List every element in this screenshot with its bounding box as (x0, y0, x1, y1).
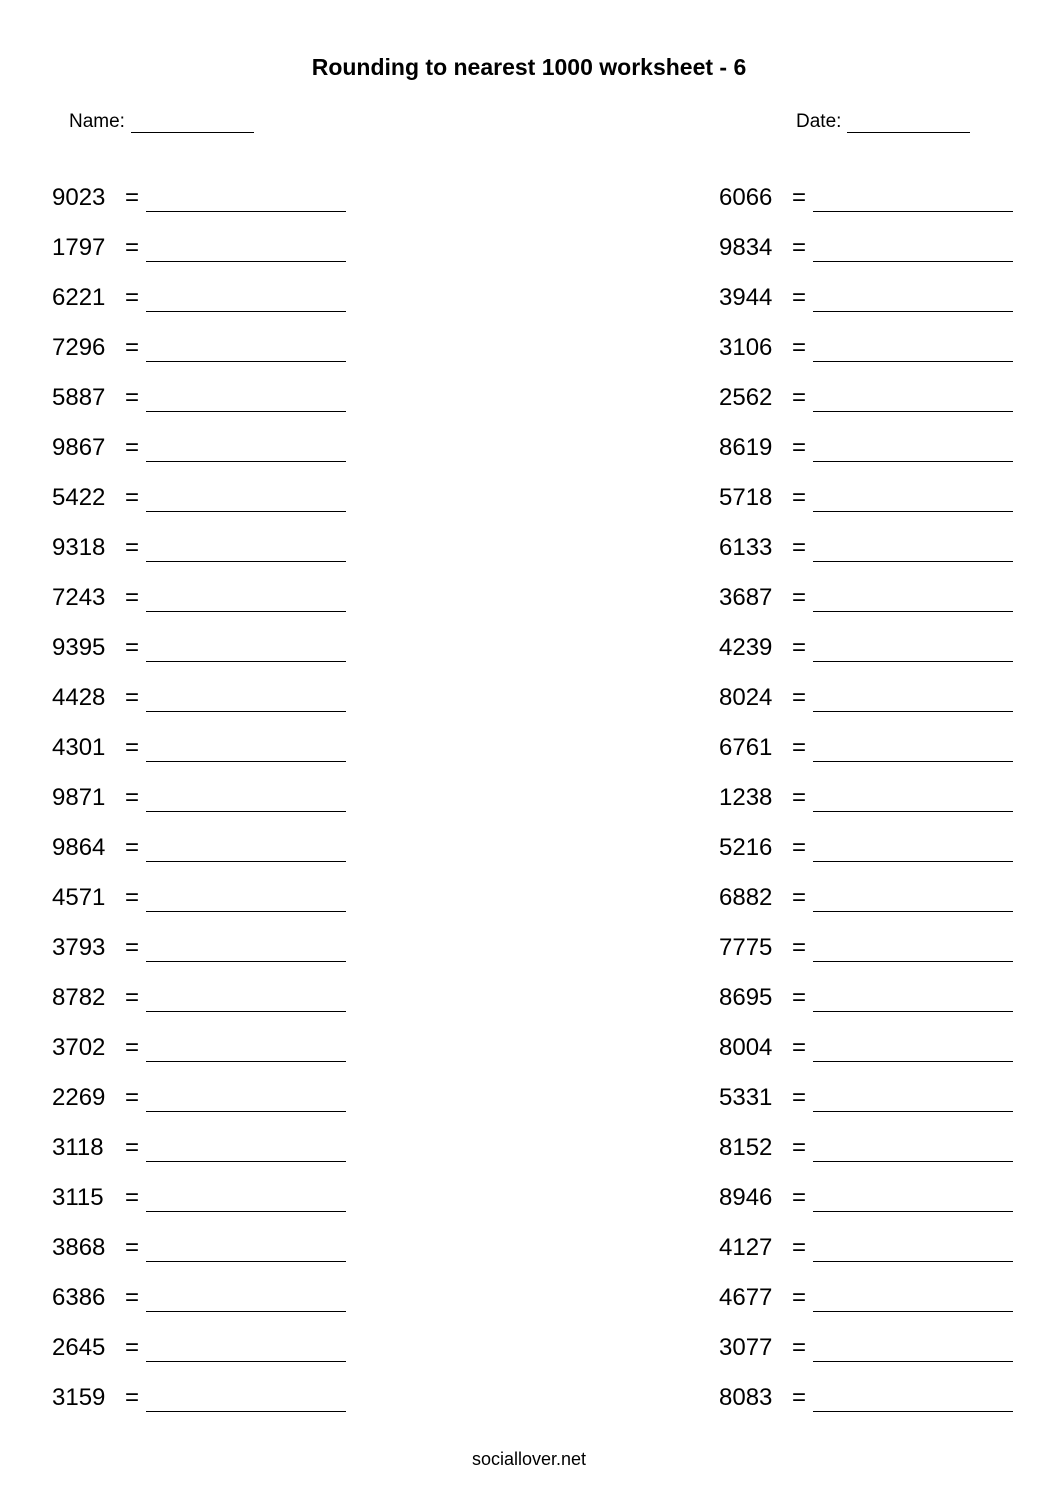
equals-sign: = (792, 784, 807, 811)
answer-blank[interactable] (813, 411, 1013, 412)
answer-blank[interactable] (146, 711, 346, 712)
problem-number: 6133 (719, 534, 773, 561)
equals-sign: = (125, 234, 140, 261)
problem-number: 4301 (52, 734, 106, 761)
date-label: Date: (796, 111, 842, 132)
answer-blank[interactable] (813, 211, 1013, 212)
answer-blank[interactable] (146, 1161, 346, 1162)
equals-sign: = (125, 584, 140, 611)
answer-blank[interactable] (146, 611, 346, 612)
answer-blank[interactable] (813, 961, 1013, 962)
answer-blank[interactable] (813, 611, 1013, 612)
problem-number: 9834 (719, 234, 773, 261)
equals-sign: = (125, 934, 140, 961)
problem-number: 8004 (719, 1034, 773, 1061)
answer-blank[interactable] (146, 1061, 346, 1062)
problem-number: 3118 (52, 1134, 104, 1161)
problem-number: 2269 (52, 1084, 106, 1111)
problem-number: 5422 (52, 484, 106, 511)
problem-number: 3115 (52, 1184, 104, 1211)
answer-blank[interactable] (146, 261, 346, 262)
problem-number: 6386 (52, 1284, 106, 1311)
answer-blank[interactable] (146, 961, 346, 962)
equals-sign: = (792, 684, 807, 711)
answer-blank[interactable] (146, 1411, 346, 1412)
answer-blank[interactable] (146, 461, 346, 462)
equals-sign: = (125, 384, 140, 411)
problem-number: 3868 (52, 1234, 106, 1261)
equals-sign: = (792, 384, 807, 411)
equals-sign: = (792, 1134, 807, 1161)
equals-sign: = (125, 184, 140, 211)
problem-number: 9867 (52, 434, 106, 461)
problem-number: 6761 (719, 734, 773, 761)
problem-number: 4239 (719, 634, 773, 661)
equals-sign: = (792, 1084, 807, 1111)
equals-sign: = (125, 484, 140, 511)
answer-blank[interactable] (146, 1261, 346, 1262)
answer-blank[interactable] (813, 361, 1013, 362)
answer-blank[interactable] (813, 1161, 1013, 1162)
answer-blank[interactable] (146, 1361, 346, 1362)
problem-number: 4571 (52, 884, 106, 911)
answer-blank[interactable] (146, 911, 346, 912)
equals-sign: = (792, 834, 807, 861)
answer-blank[interactable] (813, 511, 1013, 512)
problem-number: 8946 (719, 1184, 773, 1211)
answer-blank[interactable] (813, 1111, 1013, 1112)
problem-number: 3106 (719, 334, 773, 361)
equals-sign: = (125, 1284, 140, 1311)
problem-number: 7296 (52, 334, 106, 361)
equals-sign: = (125, 334, 140, 361)
equals-sign: = (792, 1384, 807, 1411)
equals-sign: = (125, 1184, 140, 1211)
answer-blank[interactable] (146, 1211, 346, 1212)
answer-blank[interactable] (813, 911, 1013, 912)
equals-sign: = (792, 1334, 807, 1361)
date-answer-line[interactable] (847, 112, 970, 133)
equals-sign: = (792, 934, 807, 961)
equals-sign: = (792, 584, 807, 611)
equals-sign: = (792, 184, 807, 211)
equals-sign: = (125, 734, 140, 761)
answer-blank[interactable] (146, 361, 346, 362)
equals-sign: = (792, 1234, 807, 1261)
problem-number: 8152 (719, 1134, 773, 1161)
answer-blank[interactable] (146, 561, 346, 562)
problem-number: 3702 (52, 1034, 106, 1061)
answer-blank[interactable] (146, 661, 346, 662)
name-field-block (69, 111, 254, 133)
answer-blank[interactable] (146, 811, 346, 812)
problem-number: 5331 (719, 1084, 773, 1111)
equals-sign: = (792, 484, 807, 511)
problem-number: 7243 (52, 584, 106, 611)
equals-sign: = (792, 734, 807, 761)
date-field-block (796, 111, 970, 133)
problem-number: 1797 (52, 234, 106, 261)
answer-blank[interactable] (146, 211, 346, 212)
answer-blank[interactable] (146, 311, 346, 312)
problem-number: 9871 (52, 784, 106, 811)
equals-sign: = (792, 1034, 807, 1061)
equals-sign: = (792, 284, 807, 311)
problem-number: 1238 (719, 784, 773, 811)
equals-sign: = (125, 834, 140, 861)
equals-sign: = (125, 284, 140, 311)
answer-blank[interactable] (146, 761, 346, 762)
equals-sign: = (125, 1234, 140, 1261)
equals-sign: = (792, 1284, 807, 1311)
problem-number: 8083 (719, 1384, 773, 1411)
equals-sign: = (792, 434, 807, 461)
problem-number: 7775 (719, 934, 773, 961)
problem-number: 6882 (719, 884, 773, 911)
problem-number: 6066 (719, 184, 773, 211)
answer-blank[interactable] (813, 1061, 1013, 1062)
answer-blank[interactable] (146, 411, 346, 412)
problem-number: 9318 (52, 534, 106, 561)
equals-sign: = (125, 1384, 140, 1411)
answer-blank[interactable] (813, 1311, 1013, 1312)
equals-sign: = (792, 634, 807, 661)
answer-blank[interactable] (813, 711, 1013, 712)
answer-blank[interactable] (146, 511, 346, 512)
problem-number: 5216 (719, 834, 773, 861)
problem-number: 2562 (719, 384, 773, 411)
answer-blank[interactable] (813, 561, 1013, 562)
equals-sign: = (125, 634, 140, 661)
equals-sign: = (792, 234, 807, 261)
equals-sign: = (792, 334, 807, 361)
problem-number: 6221 (52, 284, 106, 311)
answer-blank[interactable] (813, 261, 1013, 262)
answer-blank[interactable] (146, 1311, 346, 1312)
answer-blank[interactable] (813, 811, 1013, 812)
answer-blank[interactable] (146, 1111, 346, 1112)
equals-sign: = (125, 884, 140, 911)
answer-blank[interactable] (813, 861, 1013, 862)
footer-site: sociallover.net (471, 1449, 587, 1469)
name-label: Name: (69, 111, 125, 132)
equals-sign: = (792, 534, 807, 561)
equals-sign: = (125, 1084, 140, 1111)
worksheet-title: Rounding to nearest 1000 worksheet - 6 (311, 54, 747, 80)
equals-sign: = (125, 534, 140, 561)
problem-number: 2645 (52, 1334, 106, 1361)
problem-number: 3793 (52, 934, 106, 961)
answer-blank[interactable] (813, 661, 1013, 662)
answer-blank[interactable] (813, 1411, 1013, 1412)
problem-number: 4127 (719, 1234, 773, 1261)
equals-sign: = (125, 1334, 140, 1361)
problem-number: 4428 (52, 684, 106, 711)
equals-sign: = (125, 1034, 140, 1061)
problem-number: 8024 (719, 684, 773, 711)
problem-number: 5887 (52, 384, 106, 411)
answer-blank[interactable] (813, 761, 1013, 762)
problem-number: 8619 (719, 434, 773, 461)
answer-blank[interactable] (146, 1011, 346, 1012)
name-answer-line[interactable] (131, 112, 254, 133)
problem-number: 9395 (52, 634, 106, 661)
problem-number: 9864 (52, 834, 106, 861)
problem-number: 3944 (719, 284, 773, 311)
equals-sign: = (792, 1184, 807, 1211)
equals-sign: = (792, 884, 807, 911)
problem-number: 3077 (719, 1334, 773, 1361)
problem-number: 8782 (52, 984, 106, 1011)
problem-number: 9023 (52, 184, 106, 211)
equals-sign: = (125, 984, 140, 1011)
equals-sign: = (125, 784, 140, 811)
answer-blank[interactable] (813, 1211, 1013, 1212)
problem-number: 4677 (719, 1284, 773, 1311)
answer-blank[interactable] (813, 1011, 1013, 1012)
equals-sign: = (125, 1134, 140, 1161)
problem-number: 3687 (719, 584, 773, 611)
problem-number: 3159 (52, 1384, 106, 1411)
problem-number: 5718 (719, 484, 773, 511)
answer-blank[interactable] (146, 861, 346, 862)
equals-sign: = (125, 684, 140, 711)
answer-blank[interactable] (813, 461, 1013, 462)
equals-sign: = (792, 984, 807, 1011)
answer-blank[interactable] (813, 1261, 1013, 1262)
answer-blank[interactable] (813, 311, 1013, 312)
problem-number: 8695 (719, 984, 773, 1011)
equals-sign: = (125, 434, 140, 461)
answer-blank[interactable] (813, 1361, 1013, 1362)
